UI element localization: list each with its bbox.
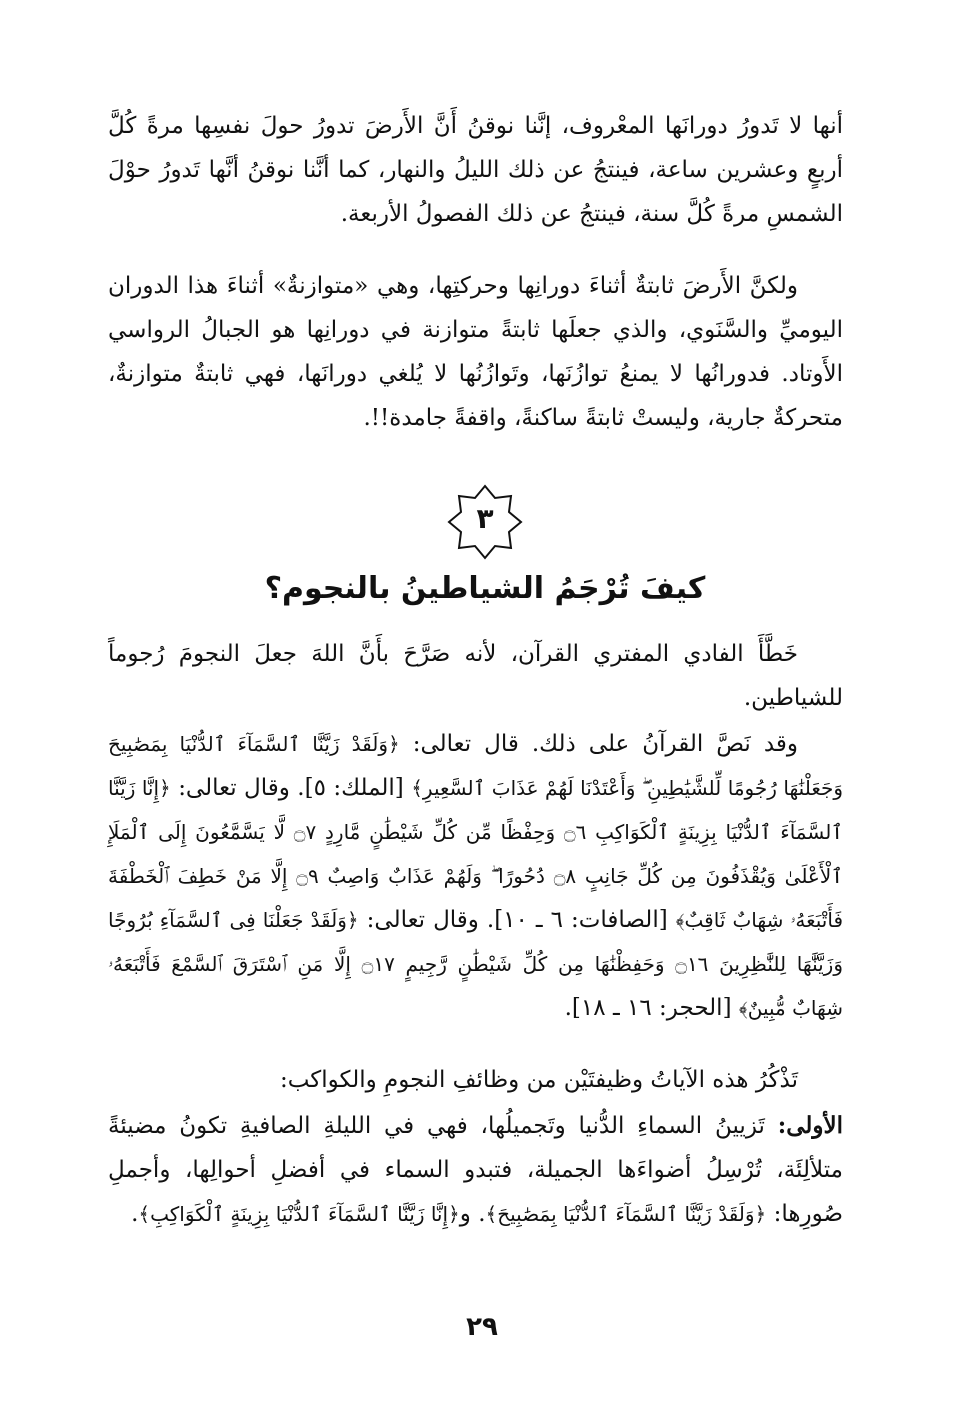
end-mark: .	[131, 1201, 139, 1227]
quran-verse: ﴿وَلَقَدْ زَيَّنَّا ٱلسَّمَآءَ ٱلدُّنْيَا بِمَصَٰبِيحَ وَجَعَلْنَٰهَا رُجُومًا لِّلشَّيَٰطِينِ ۖ وَأَعْتَدْنَا لَهُمْ عَذَابَ ٱلسَّعِيرِ﴾	[108, 732, 844, 800]
verse-reference: [الحجر: ١٦ ـ ١٨].	[564, 995, 732, 1021]
intro-text: وقد نَصَّ القرآنُ على ذلك. قال تعالى:	[412, 731, 798, 757]
paragraph-quran-verses	[108, 722, 843, 1030]
paragraph-text: تَذْكُرُ هذه الآياتُ وظيفتَيْن من وظائفِ النجومِ والكواكب:	[279, 1067, 798, 1093]
paragraph-text	[108, 722, 843, 1030]
paragraph-earth-balance	[108, 264, 843, 440]
paragraph-accusation	[108, 632, 843, 720]
paragraph-two-functions	[108, 1058, 843, 1102]
verse-reference: [الصافات: ٦ ـ ١٠]. وقال تعالى:	[366, 907, 668, 933]
quran-verse: ﴿إِنَّا زَيَّنَّا ٱلسَّمَآءَ ٱلدُّنْيَا بِزِينَةٍ ٱلْكَوَاكِبِ ۝٦ وَحِفْظًا مِّن كُلِّ شَيْطَٰنٍ مَّارِدٍ ۝٧ لَّا يَسَّمَّعُونَ إِلَى ٱلْمَلَإِ ٱلْأَعْلَىٰ وَيُقْذَفُونَ مِن كُلِّ جَانِبٍ ۝٨ دُحُورًا ۖ وَلَهُمْ عَذَابٌ وَاصِبٌ ۝٩ إِلَّا مَنْ خَطِفَ ٱلْخَطْفَةَ فَأَتْبَعَهُۥ شِهَابٌ ثَاقِبٌ﴾	[108, 776, 844, 932]
quran-verse: ﴿إِنَّا زَيَّنَّا ٱلسَّمَآءَ ٱلدُّنْيَا بِزِينَةٍ ٱلْكَوَاكِبِ﴾	[138, 1202, 460, 1226]
conjunction: . و	[459, 1201, 486, 1227]
quran-verse: ﴿وَلَقَدْ زَيَّنَّا ٱلسَّمَآءَ ٱلدُّنْيَا بِمَصَٰبِيحَ﴾	[485, 1202, 767, 1226]
paragraph-earth-rotation	[108, 104, 843, 236]
paragraph-text: ولكنَّ الأَرضَ ثابتةٌ أثناءَ دورانِها وحركتِها، وهي «متوازنةٌ» أثناءَ هذا الدوران اليوميِّ والسَّنَوي، والذي جعلَها ثابتةً متوازنة في دورانِها هو الجبالُ الرواسي الأَوتاد. فدورانُها لا يمنعُ توازُنَها، وتَوازُنُها لا يُلغي دورانَها، فهي ثابتةٌ متوازنةٌ، متحركةٌ جارية، وليستْ ثابتةً ساكنةً، واقفةً جامدة!!.	[108, 273, 843, 431]
paragraph-first-function	[108, 1104, 843, 1236]
quran-verse: ﴿وَلَقَدْ جَعَلْنَا فِى ٱلسَّمَآءِ بُرُوجًا وَزَيَّنَّٰهَا لِلنَّٰظِرِينَ ۝١٦ وَحَفِظْنَٰهَا مِن كُلِّ شَيْطَٰنٍ رَّجِيمٍ ۝١٧ إِلَّا مَنِ ٱسْتَرَقَ ٱلسَّمْعَ فَأَتْبَعَهُۥ شِهَابٌ مُّبِينٌ﴾	[108, 908, 844, 1020]
body-text: تَزيينُ السماءِ الدُّنيا وتَجميلُها، فهي في الليلةِ الصافيةِ تكونُ مضيئةً متلألِئَة، تُرْسِلُ أضواءَها الجميلة، فتبدو السماء في أفضلِ أحوالِها، وأجملِ صُورِها:	[108, 1113, 843, 1227]
paragraph-text: أنها لا تَدورُ دورانَها المعْروف، إنَّنا نوقنُ أَنَّ الأَرضَ تدورُ حولَ نفسِها مرةً كُلَّ أربعٍ وعشرين ساعة، فينتجُ عن ذلك الليلُ والنهار، كما أنَّنا نوقنُ أنَّها تَدورُ حوْلَ الشمسِ مرةً كُلَّ سنة، فينتجُ عن ذلك الفصولُ الأربعة.	[108, 113, 843, 227]
page-number: ٢٩	[466, 1312, 498, 1342]
first-label: الأولى:	[777, 1112, 844, 1139]
section-number: ٣	[476, 502, 494, 535]
paragraph-text	[108, 1104, 843, 1236]
verse-reference: [الملك: ٥]. وقال تعالى:	[178, 775, 404, 801]
paragraph-text: خَطَّأَ الفادي المفتري القرآن، لأنه صَرَّحَ بأَنَّ اللهَ جعلَ النجومَ رُجوماً للشياطين.	[108, 641, 843, 711]
section-number-badge	[447, 484, 523, 560]
section-title: كيفَ تُرْجَمُ الشياطينُ بالنجوم؟	[264, 571, 706, 606]
